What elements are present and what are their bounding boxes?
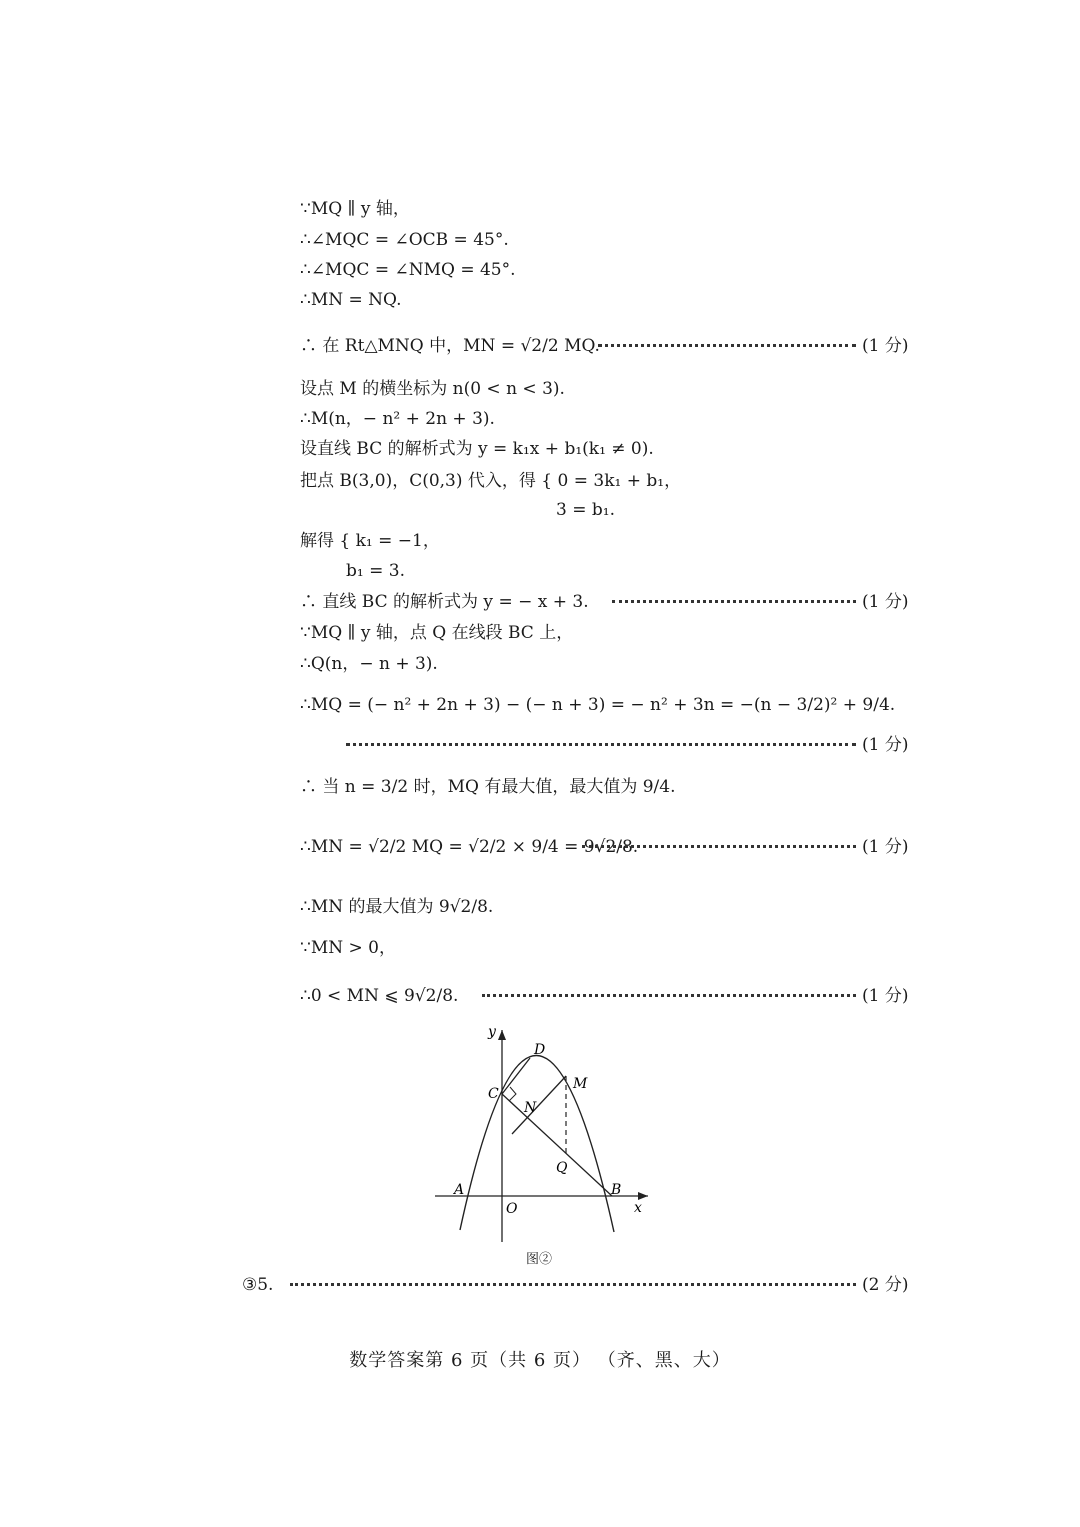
text-line: ∴∠MQC = ∠NMQ = 45°. xyxy=(300,260,516,280)
label-x: x xyxy=(634,1200,642,1216)
x-axis-arrow-icon xyxy=(638,1192,648,1200)
text-line: ∴ 当 n = 3/2 时，MQ 有最大值，最大值为 9/4. xyxy=(300,777,676,797)
parabola-curve xyxy=(460,1055,614,1232)
dot-leader xyxy=(290,1283,856,1286)
text-line: ∵MN > 0， xyxy=(300,938,396,958)
text-line: ∴MQ = (− n² + 2n + 3) − (− n + 3) = − n² + 3n = −(n − 3/2)² + 9/4. xyxy=(300,695,896,715)
score-label: (1 分) xyxy=(862,336,909,356)
text-line: ∴MN = NQ. xyxy=(300,290,402,310)
label-o: O xyxy=(506,1201,518,1217)
text-line: 设点 M 的横坐标为 n(0 < n < 3). xyxy=(300,379,565,399)
text-line: 3 = b₁. xyxy=(556,500,615,520)
text-line: ∴0 < MN ⩽ 9√2/8. xyxy=(300,986,459,1006)
score-label: (1 分) xyxy=(862,986,909,1006)
score-label: (2 分) xyxy=(862,1275,909,1295)
label-d: D xyxy=(534,1042,546,1058)
text-line: ∵MQ ∥ y 轴， xyxy=(300,199,410,219)
text-line: ③5. xyxy=(242,1275,274,1295)
figure-caption: 图② xyxy=(526,1252,553,1267)
text-line: ∴M(n，− n² + 2n + 3). xyxy=(300,409,495,429)
text-line: ∴MN 的最大值为 9√2/8. xyxy=(300,897,494,917)
text-line: ∴MN = √2/2 MQ = √2/2 × 9/4 = 9√2/8. xyxy=(300,837,639,857)
label-a: A xyxy=(454,1182,465,1198)
score-label: (1 分) xyxy=(862,592,909,612)
text-line: 把点 B(3,0)，C(0,3) 代入，得 { 0 = 3k₁ + b₁， xyxy=(300,471,682,491)
line-cd xyxy=(502,1058,530,1094)
line-mn xyxy=(512,1076,566,1134)
text-line: ∵MQ ∥ y 轴，点 Q 在线段 BC 上， xyxy=(300,623,574,643)
label-n: N xyxy=(524,1100,537,1116)
score-label: (1 分) xyxy=(862,735,909,755)
label-b: B xyxy=(611,1182,622,1198)
label-y: y xyxy=(488,1024,496,1040)
label-m: M xyxy=(573,1076,588,1092)
score-label: (1 分) xyxy=(862,837,909,857)
label-c: C xyxy=(488,1086,499,1102)
text-line: b₁ = 3. xyxy=(346,561,405,581)
label-q: Q xyxy=(556,1160,568,1176)
text-line: ∴∠MQC = ∠OCB = 45°. xyxy=(300,230,509,250)
text-line: ∴ 在 Rt△MNQ 中，MN = √2/2 MQ. xyxy=(300,336,600,356)
right-angle-mark xyxy=(509,1087,516,1101)
text-line: ∴ 直线 BC 的解析式为 y = − x + 3. xyxy=(300,592,589,612)
text-line: ∴Q(n，− n + 3). xyxy=(300,654,438,674)
line-bc xyxy=(502,1094,612,1196)
text-line: 解得 { k₁ = −1， xyxy=(300,531,440,551)
page-footer: 数学答案第 6 页（共 6 页） （齐、黑、大） xyxy=(349,1350,731,1371)
y-axis-arrow-icon xyxy=(498,1030,506,1040)
text-line: 设直线 BC 的解析式为 y = k₁x + b₁(k₁ ≠ 0). xyxy=(300,439,654,459)
